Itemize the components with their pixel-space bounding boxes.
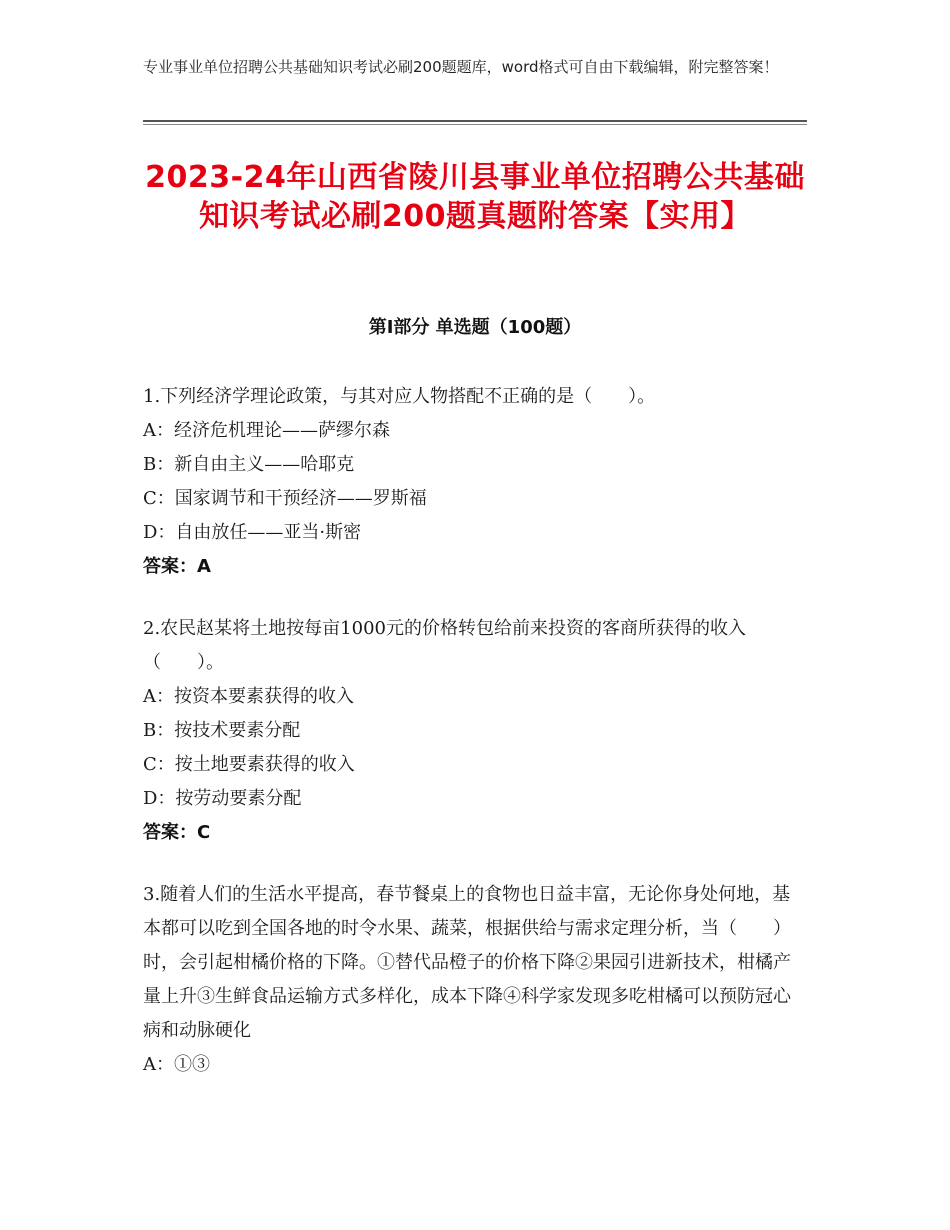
- option-a: A：经济危机理论——萨缪尔森: [143, 420, 390, 441]
- answer: 答案：C: [143, 822, 211, 843]
- question-2: [143, 612, 807, 850]
- option-a: A：按资本要素获得的收入: [143, 686, 354, 707]
- question-3: [143, 878, 807, 1082]
- section-heading: 第Ⅰ部分 单选题（100题）: [368, 317, 582, 338]
- option-d: D：按劳动要素分配: [143, 788, 302, 809]
- question-list: [143, 380, 807, 1110]
- header-divider-thin: [143, 124, 807, 125]
- header-note: 专业事业单位招聘公共基础知识考试必刷200题题库，word格式可自由下载编辑，附完整答案！: [143, 58, 779, 76]
- header-divider: [143, 120, 807, 122]
- option-c: C：国家调节和干预经济——罗斯福: [143, 488, 427, 509]
- question-1: [143, 380, 807, 584]
- question-text: 2.农民赵某将土地按每亩1000元的价格转包给前来投资的客商所获得的收入（ ）。: [143, 618, 746, 673]
- option-d: D：自由放任——亚当·斯密: [143, 522, 362, 543]
- option-a: A：①③: [143, 1054, 210, 1075]
- document-title: 2023-24年山西省陵川县事业单位招聘公共基础知识考试必刷200题真题附答案【实用】: [145, 160, 805, 234]
- option-c: C：按土地要素获得的收入: [143, 754, 355, 775]
- option-b: B：新自由主义——哈耶克: [143, 454, 355, 475]
- answer: 答案：A: [143, 556, 211, 577]
- question-text: 3.随着人们的生活水平提高，春节餐桌上的食物也日益丰富，无论你身处何地，基本都可以吃到全国各地的时令水果、蔬菜，根据供给与需求定理分析，当（ ）时，会引起柑橘价格的下降。①替代品橙子的价格下降②果园引进新技术，柑橘产量上升③生鲜食品运输方式多样化，成本下降④科学家发现多吃柑橘可以预防冠心病和动脉硬化: [143, 884, 791, 1041]
- question-text: 1.下列经济学理论政策，与其对应人物搭配不正确的是（ ）。: [143, 386, 656, 407]
- option-b: B：按技术要素分配: [143, 720, 301, 741]
